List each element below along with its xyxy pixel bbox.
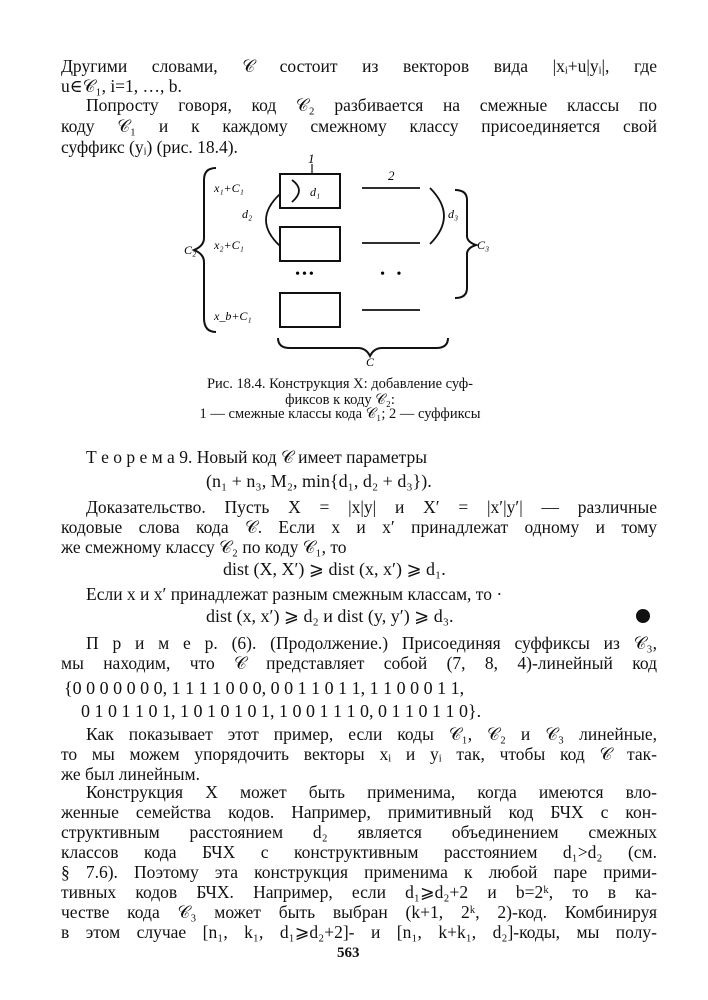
- example-line: мы находим, что 𝒞 представляет собой (7, 8, 4)-линейный код: [61, 653, 657, 673]
- figure-diagram: [180, 150, 510, 375]
- text-line: классов кода БЧХ с конструктивным расстоянием d₁>d₂ (см.: [61, 842, 657, 862]
- text-line: Попросту говоря, код 𝒞₂ разбивается на смежные классы по: [86, 95, 657, 115]
- text-line: Другими словами, 𝒞 состоит из векторов вида |xᵢ+u|yᵢ|, где: [61, 56, 657, 76]
- c-label: C: [366, 355, 375, 369]
- theorem-params: (n₁ + n₃, M₂, min{d₁, d₂ + d₃}).: [206, 471, 432, 491]
- d1-label: d₁: [310, 185, 321, 199]
- text-line: § 7.6). Поэтому эта конструкция применима к любой паре прими-: [61, 862, 657, 882]
- label-1: 1: [308, 151, 315, 166]
- figure-caption: Рис. 18.4. Конструкция X: добавление суф-: [206, 376, 474, 392]
- text-line: Как показывает этот пример, если коды 𝒞₁, 𝒞₂ и 𝒞₃ линейные,: [86, 724, 657, 744]
- end-of-proof-mark: [636, 609, 650, 623]
- example-line: П р и м е р. (6). (Продолжение.) Присоединяя суффиксы из 𝒞₃,: [86, 633, 657, 653]
- text-line: честве кода 𝒞₃ может быть выбран (k+1, 2ᵏ, 2)-код. Комбинируя: [61, 902, 657, 922]
- proof-line: кодовые слова кода 𝒞. Если x и x′ принадлежат одному и тому: [61, 517, 657, 537]
- dots-left: •••: [295, 267, 316, 282]
- proof-line: Доказательство. Пусть X = |x|y| и X′ = |x′|y′| — различные: [86, 497, 657, 517]
- text-line: коду 𝒞₁ и к каждому смежному классу присоединяется свой: [61, 116, 657, 136]
- text-line: то мы можем упорядочить векторы xᵢ и yᵢ так, чтобы код 𝒞 так-: [61, 744, 657, 764]
- proof-line: Если x и x′ принадлежат разным смежным классам, то ·: [86, 584, 503, 604]
- text-line: женные семейства кодов. Например, примитивный код БЧХ с кон-: [61, 802, 657, 822]
- text-line: суффикс (yᵢ) (рис. 18.4).: [61, 137, 238, 157]
- theorem-line: Т е о р е м а 9. Новый код 𝒞 имеет параметры: [86, 447, 427, 467]
- proof-line: же смежному классу 𝒞₂ по коду 𝒞₁, то: [61, 537, 347, 557]
- proof-equation-1: dist (X, X′) ⩾ dist (x, x′) ⩾ d₁.: [223, 559, 446, 579]
- c3-label: C₃: [477, 238, 490, 252]
- text-line: u∈𝒞₁, i=1, …, b.: [61, 76, 182, 96]
- text-line: тивных кодов БЧХ. Например, если d₁⩾d₂+2 и b=2ᵏ, то в ка-: [61, 882, 657, 902]
- text-line: структивным расстоянием d₂ является объединением смежных: [61, 822, 657, 842]
- figure-caption: фиксов к коду 𝒞₂:: [285, 392, 395, 408]
- text-line: же был линейным.: [61, 764, 200, 784]
- text-line: Конструкция X может быть применима, когда имеются вло-: [86, 782, 657, 802]
- code-words-1: {0 0 0 0 0 0 0, 1 1 1 1 0 0 0, 0 0 1 1 0 1 1, 1 1 0 0 0 1 1,: [64, 678, 465, 698]
- label-2: 2: [388, 168, 395, 183]
- d3-label: d₃: [448, 207, 459, 221]
- row-label-2: x₂+C₁: [214, 238, 244, 252]
- proof-equation-2: dist (x, x′) ⩾ d₂ и dist (y, y′) ⩾ d₃.: [206, 606, 454, 626]
- row-label-1: x₁+C₁: [214, 181, 244, 195]
- row-label-b: x_b+C₁: [214, 309, 252, 323]
- code-words-2: 0 1 0 1 1 0 1, 1 0 1 0 1 0 1, 1 0 0 1 1 1 0, 0 1 1 0 1 1 0}.: [81, 701, 482, 721]
- text-line: в этом случае [n₁, k₁, d₁⩾d₂+2]- и [n₁, k+k₁, d₂]-коды, мы полу-: [61, 922, 657, 942]
- page-number: 563: [337, 945, 360, 961]
- figure-caption: 1 — смежные классы кода 𝒞₁; 2 — суффиксы: [199, 406, 481, 422]
- c2-label: C₂: [184, 243, 197, 257]
- d2-label: d₂: [242, 207, 253, 221]
- dots-right: • •: [380, 267, 406, 282]
